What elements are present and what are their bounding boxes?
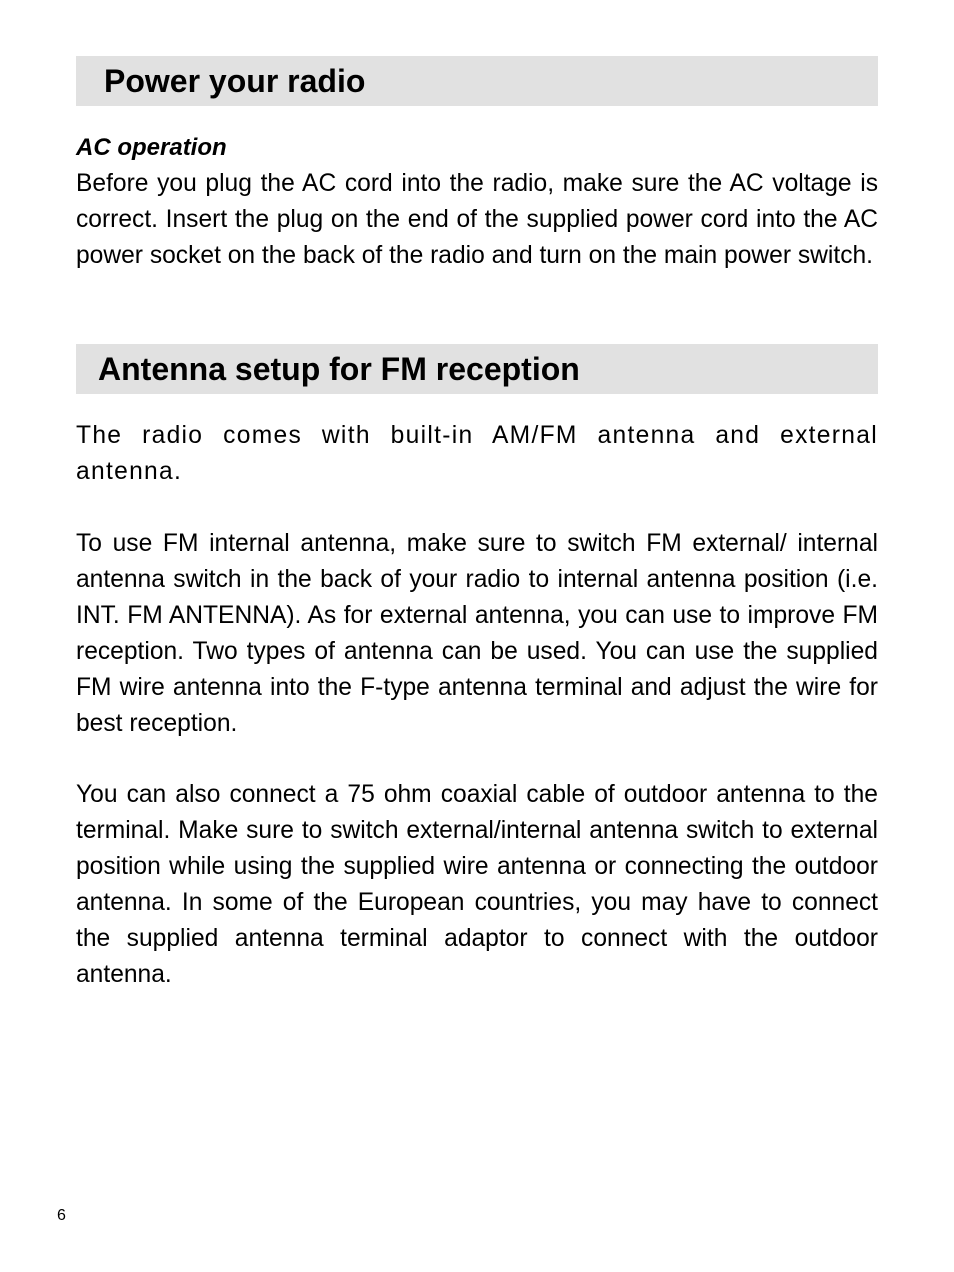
subheading-ac-operation: AC operation	[76, 134, 227, 161]
paragraph-ac-operation: Before you plug the AC cord into the radio, make sure the AC voltage is correct. Insert the plug on the end of the supplied power cord into the AC power socket on the back of the radio and turn on the main power switch.	[76, 170, 878, 269]
paragraph-antenna-intro: The radio comes with built-in AM/FM antenna and external antenna.	[76, 422, 878, 485]
page-number: 6	[57, 1207, 66, 1224]
section-title-power: Power your radio	[104, 63, 366, 99]
paragraph-outdoor-antenna: You can also connect a 75 ohm coaxial cable of outdoor antenna to the terminal. Make sure to switch external/internal antenna switch to external position while using the supplied wire antenna or connecting the outdoor antenna. In some of the European countries, you may have to connect the supplied antenna terminal adaptor to connect with the outdoor antenna.	[76, 781, 878, 988]
section-title-antenna: Antenna setup for FM reception	[98, 351, 580, 387]
paragraph-fm-internal-antenna: To use FM internal antenna, make sure to switch FM external/ internal antenna switch in the back of your radio to internal antenna position (i.e. INT. FM ANTENNA). As for external antenna, you can use to improve FM reception. Two types of antenna can be used. You can use the supplied FM wire antenna into the F-type antenna terminal and adjust the wire for best reception.	[76, 530, 878, 737]
